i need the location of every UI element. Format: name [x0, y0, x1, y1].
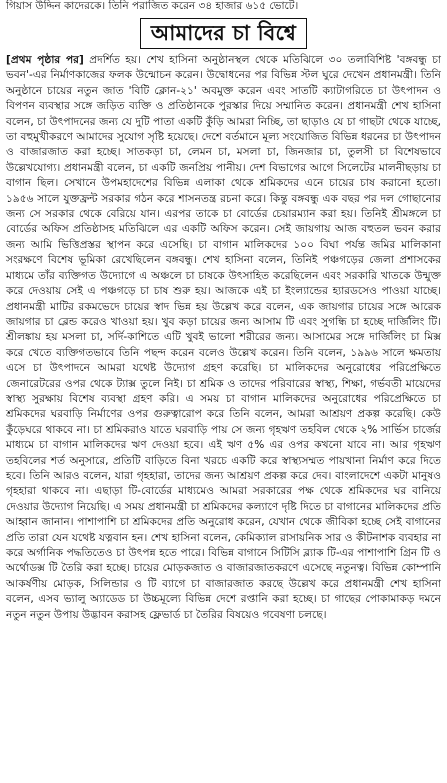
previous-article-tail: গিয়াস উদ্দিন কাদেরকে। তিনি পরাজিত করেন ৩৪ হাজার ৬১৫ ভোটে। [6, 0, 299, 12]
article-headline: আমাদের চা বিশ্বে [140, 18, 307, 49]
headline-container [0, 18, 447, 49]
article-body [0, 53, 447, 623]
continued-from-front-page-label: [প্রথম পৃষ্ঠার পর] [6, 54, 84, 66]
article-text: প্রদর্শিত হয়। শেখ হাসিনা অনুষ্ঠানস্থল থেকে মতিঝিলে ৩০ তলাবিশিষ্ট 'বঙ্গবন্ধু চা ভবন'-এর নির্মাণকাজের ফলক উন্মোচন করেন। উদ্বোধনের পর বিভিন্ন স্টল ঘুরে দেখেন প্রধানমন্ত্রী। তিনি অনুষ্ঠানে চায়ের নতুন জাত 'বিটি ক্লোন-২১' অবমুক্ত করেন এবং সাতটি ক্যাটাগরিতে চা উৎপাদন ও বিপণন ব্যবস্থার সঙ্গে জড়িত ব্যক্তি ও প্রতিষ্ঠানকে পুরস্কার দিয়ে সম্মানিত করেন। প্রধানমন্ত্রী শেখ হাসিনা বলেন, চা উৎপাদনের জন্য যে দুটি পাতা একটি কুঁড়ি আমরা নিচ্ছি, তা ছাড়াও যে চা গাছটা থেকে যাচ্ছে, তা বহুমুখীকরণে আমাদের সুযোগ সৃষ্টি হয়েছে। দেশে বর্তমানে মূল্য সংযোজিত বিভিন্ন ধরনের চা উৎপাদন ও বাজারজাত করা হচ্ছে। সাতকড়া চা, লেমন চা, মসলা চা, জিনজার চা, তুলসী চা বিশেষভাবে উল্লেখযোগ্য। প্রধানমন্ত্রী বলেন, চা একটি জনপ্রিয় পানীয়। দেশ বিভাগের আগে সিলেটের মালনীছড়ায় চা বাগান ছিল। সেখানে উপমহাদেশের বিভিন্ন এলাকা থেকে শ্রমিকদের এনে চায়ের চাষ করানো হতো। ১৯৫৬ সালে যুক্তফ্রন্ট সরকার গঠন করে শাসনতন্ত্র রচনা করে। কিন্তু বঙ্গবন্ধু এক বছর পর দল গোছানোর জন্য সে সরকার থেকে বেরিয়ে যান। এরপর তাকে চা বোর্ডের চেয়ারম্যান করা হয়। তিনিই শ্রীমঙ্গলে চা বোর্ডের অফিস প্রতিষ্ঠাসহ মতিঝিলে এর একটি অফিস করেন। সেই জায়গায় আজ বহুতল ভবন করার জন্য আমি ভিত্তিপ্রস্তর স্থাপন করে এসেছি। চা বাগান মালিকদের ১০০ বিঘা পর্যন্ত জমির মালিকানা সংরক্ষণে বিশেষ ভূমিকা রেখেছিলেন বঙ্গবন্ধু। শেখ হাসিনা বলেন, তিনিই পঞ্চগড়ের জেলা প্রশাসকের মাধ্যমে তাঁর ব্যক্তিগত উদ্যোগে এ অঞ্চলে চা চাষকে উৎসাহিত করেছিলেন এবং সরকারি খাতকে উন্মুক্ত করে দেওয়ায় সেই এ পঞ্চগড়ে চা চাষ শুরু হয়। আজকে এই চা ইংল্যান্ডের হ্যারডসেও পাওয়া যাচ্ছে। প্রধানমন্ত্রী মাটির রকমভেদে চায়ের স্বাদ ভিন্ন হয় উল্লেখ করে বলেন, এক জায়গার চায়ের সঙ্গে আরেক জায়গার চা ব্লেন্ড করেও খাওয়া হয়। খুব কড়া চায়ের জন্য আসাম টি এবং সুগন্ধি চা হচ্ছে দার্জিলিং টি। শ্রীলঙ্কায় হয় মসলা চা, সর্দি-কাশিতে এটি খুবই ভালো শরীরের জন্য। আসামের সঙ্গে দার্জিলিং চা মিক্স করে খেতে ব্যক্তিগতভাবে তিনি পছন্দ করেন বলেও উল্লেখ করেন। তিনি বলেন, ১৯৯৬ সালে ক্ষমতায় এসে চা উৎপাদনে আমরা যথেষ্ট উদ্যোগ গ্রহণ করেছি। চা মালিকদের অনুরোধের পরিপ্রেক্ষিতে জেনারেটরের ওপর থেকে ট্যাক্স তুলে নিই। চা শ্রমিক ও তাদের পরিবারের স্বাস্থ্য, শিক্ষা, গর্ভবতী মায়েদের স্বাস্থ্য সুরক্ষায় বিশেষ ব্যবস্থা গ্রহণ করি। এ সময় চা বাগান মালিকদের অনুরোধের পরিপ্রেক্ষিতে চা শ্রমিকদের ঘরবাড়ি নির্মাণের ওপর গুরুত্বারোপ করে তিনি বলেন, আমরা আশ্রয়ণ প্রকল্প করেছি। কেউ কুঁড়েঘরে থাকবে না। চা শ্রমিকরাও যাতে ঘরবাড়ি পায় সে জন্য গৃহঋণ তহবিল থেকে ২% সার্ভিস চার্জের মাধ্যমে চা বাগান মালিকদের ঋণ দেওয়া হবে। এই ঋণ ৫% এর ওপর কখনো যাবে না। আর গৃহঋণ তহবিলের শর্ত অনুসারে, প্রতিটি বাড়িতে বিনা খরচে একটি করে স্বাস্থ্যসম্মত পায়খানা নির্মাণ করে দিতে হবে। তিনি আরও বলেন, যারা গৃহহারা, তাদের জন্য আশ্রয়ণ প্রকল্প করে দেব। বাংলাদেশে একটা মানুষও গৃহহারা থাকবে না। এছাড়া টি-বোর্ডের মাধ্যমেও আমরা সরকারের পক্ষ থেকে শ্রমিকদের ঘর বানিয়ে দেওয়ার উদ্যোগ নিয়েছি। এ সময় প্রধানমন্ত্রী চা শ্রমিকদের কল্যাণে দৃষ্টি দিতে চা বাগানের মালিকদের প্রতি আহ্বান জানান। পাশাপাশি চা শ্রমিকদের প্রতি অনুরোধ করেন, যেখান থেকে জীবিকা হচ্ছে সেই বাগানের প্রতি তারা যেন যথেষ্ট যত্নবান হন। শেখ হাসিনা বলেন, কেমিক্যাল রাসায়নিক সার ও কীটনাশক ব্যবহার না করে অর্গানিক পদ্ধতিতেও চা উৎপন্ন হতে পারে। বিভিন্ন বাগানে সিটিসি ব্ল্যাক টি-এর পাশাপাশি গ্রিন টি ও অর্থোডক্স টি তৈরি করা হচ্ছে। চায়ের মোড়কজাত ও বাজারজাতকরণে এসেছে নতুনত্ব। বিভিন্ন কোম্পানি আকর্ষণীয় মোড়ক, সিলিন্ডার ও টি ব্যাগে চা বাজারজাত করছে উল্লেখ করে প্রধানমন্ত্রী শেখ হাসিনা বলেন, এসব ভ্যালু অ্যাডেড চা উচ্চমূল্যে বিভিন্ন দেশে রপ্তানি করা হচ্ছে। চা গাছের পোকামাকড় দমনে নতুন নতুন উপায় উদ্ভাবন করাসহ ফ্লেভার্ড চা তৈরির বিষয়েও গবেষণা চলছে। [6, 54, 441, 621]
